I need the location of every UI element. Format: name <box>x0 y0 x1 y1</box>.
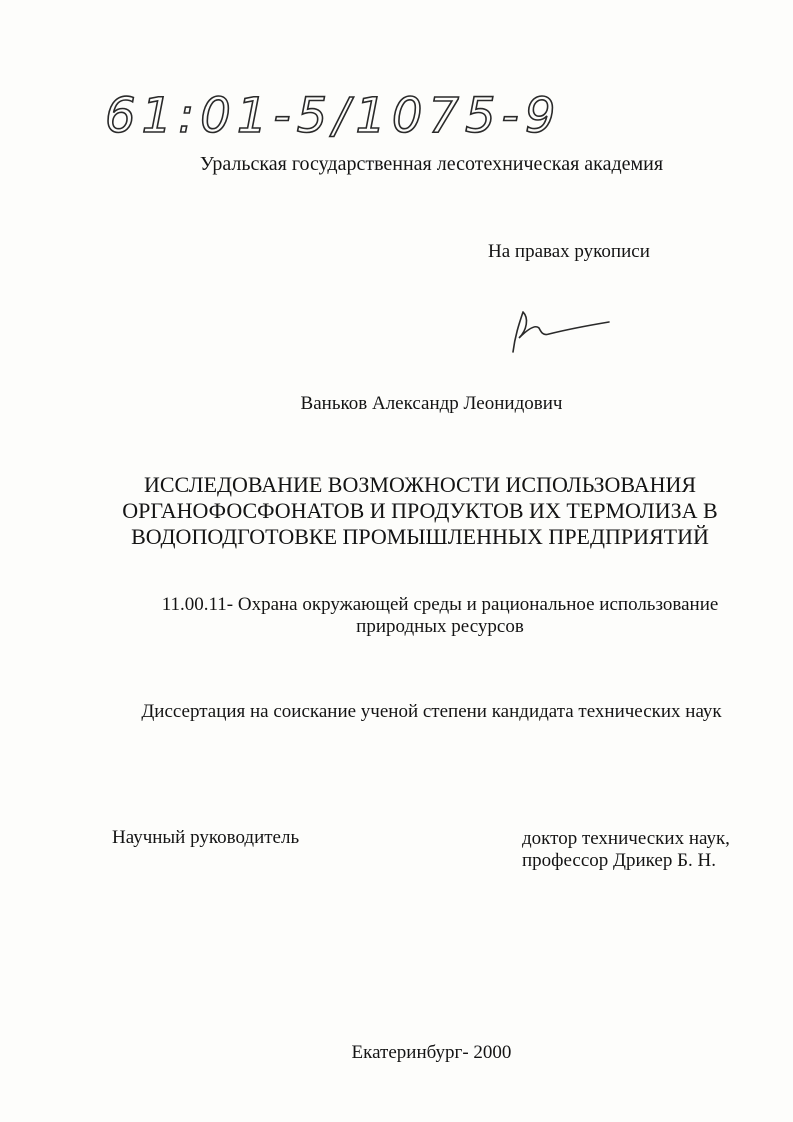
academy-name: Уральская государственная лесотехническая академия <box>199 153 664 175</box>
dissertation-type: Диссертация на соискание ученой степени кандидата технических наук <box>141 701 722 722</box>
specialty <box>120 594 760 638</box>
handwritten-archive-code <box>105 84 562 144</box>
title-line: ИССЛЕДОВАНИЕ ВОЗМОЖНОСТИ ИСПОЛЬЗОВАНИЯ <box>143 472 697 497</box>
supervisor-degree: доктор технических наук, <box>522 828 730 849</box>
author-name: Ваньков Александр Леонидович <box>300 393 563 414</box>
archive-code-text: 61:01-5/1075-9 <box>105 88 562 144</box>
dissertation-title <box>110 472 730 550</box>
specialty-line: 11.00.11- Охрана окружающей среды и рациональное использование <box>161 594 719 615</box>
title-line: ОРГАНОФОСФОНАТОВ И ПРОДУКТОВ ИХ ТЕРМОЛИЗА В <box>122 498 718 523</box>
supervisor-info <box>522 828 730 872</box>
rights-note: На правах рукописи <box>488 241 650 262</box>
supervisor-label: Научный руководитель <box>112 827 300 848</box>
author-signature <box>505 300 615 360</box>
city-year: Екатеринбург- 2000 <box>351 1042 512 1063</box>
specialty-line: природных ресурсов <box>356 616 524 637</box>
supervisor-name: профессор Дрикер Б. Н. <box>522 850 716 871</box>
title-line: ВОДОПОДГОТОВКЕ ПРОМЫШЛЕННЫХ ПРЕДПРИЯТИЙ <box>131 524 709 549</box>
